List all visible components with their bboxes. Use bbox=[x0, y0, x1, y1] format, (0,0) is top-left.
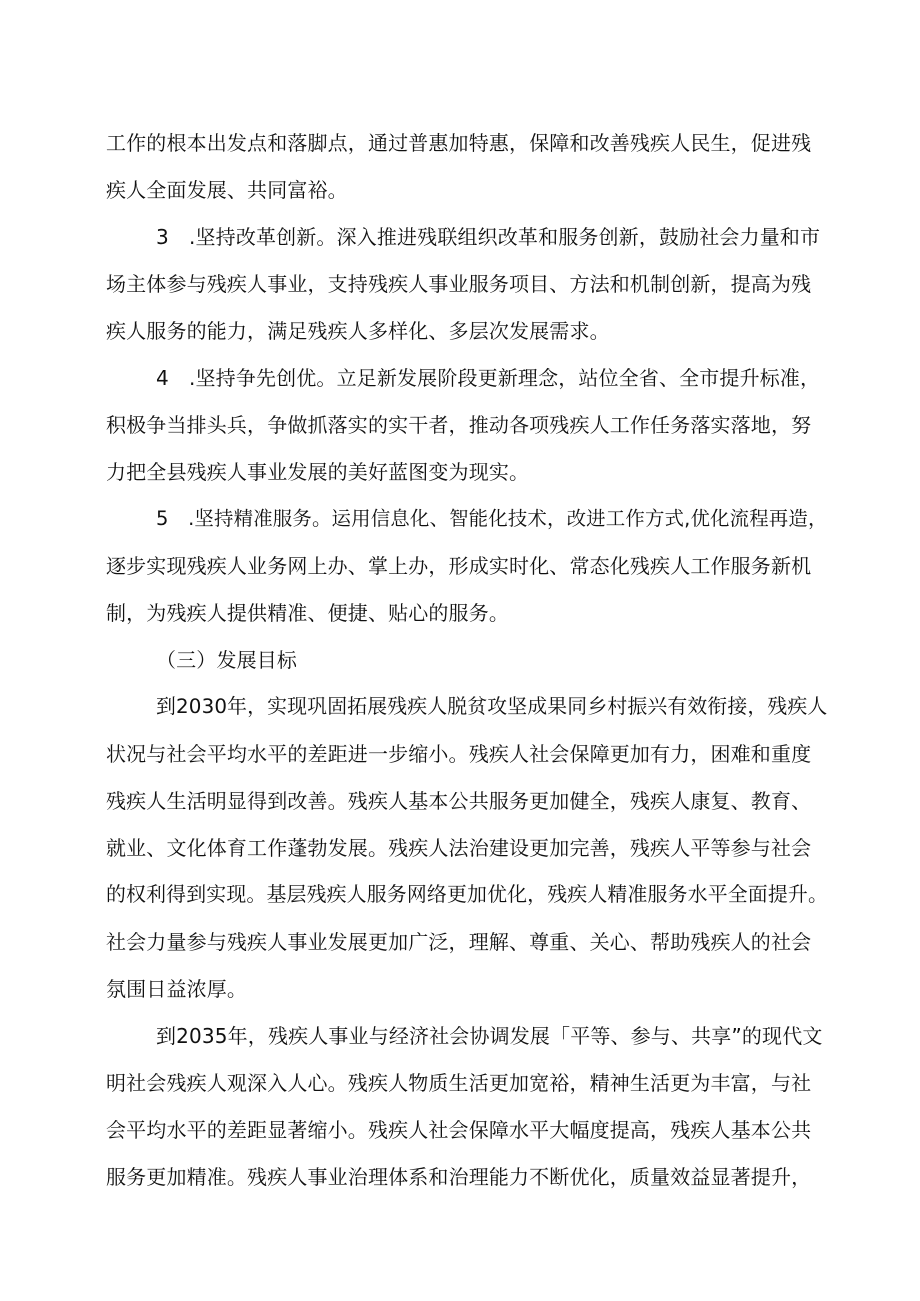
text-line: 5 .坚持精准服务。运用信息化、智能化技术，改进工作方式,优化流程再造， bbox=[156, 507, 828, 530]
text-line: 场主体参与残疾人事业，支持残疾人事业服务项目、方法和机制创新，提高为残 bbox=[106, 272, 812, 296]
text-line: 疾人服务的能力，满足残疾人多样化、多层次发展需求。 bbox=[106, 319, 610, 343]
text-line: 残疾人生活明显得到改善。残疾人基本公共服务更加健全，残疾人康复、教育、 bbox=[106, 789, 812, 813]
text-line: 会平均水平的差距显著缩小。残疾人社会保障水平大幅度提高，残疾人基本公共 bbox=[106, 1118, 812, 1142]
text-line: 明社会残疾人观深入人心。残疾人物质生活更加宽裕，精神生活更为丰富，与社 bbox=[106, 1071, 812, 1095]
text-line: 就业、文化体育工作蓬勃发展。残疾人法治建设更加完善，残疾人平等参与社会 bbox=[106, 836, 812, 860]
section-heading: （三）发展目标 bbox=[156, 648, 298, 672]
text-line: 4 .坚持争先创优。立足新发展阶段更新理念，站位全省、全市提升标准， bbox=[156, 366, 821, 390]
text-line: 力把全县残疾人事业发展的美好蓝图变为现实。 bbox=[106, 460, 530, 484]
text-line: 工作的根本出发点和落脚点，通过普惠加特惠，保障和改善残疾人民生，促进残 bbox=[106, 131, 812, 155]
text-line: 3 .坚持改革创新。深入推进残联组织改革和服务创新，鼓励社会力量和市 bbox=[156, 225, 821, 249]
text-line: 氛围日益浓厚。 bbox=[106, 977, 248, 1001]
text-line: 到2035年，残疾人事业与经济社会协调发展「平等、参与、共享”的现代文 bbox=[156, 1024, 823, 1048]
text-line: 的权利得到实现。基层残疾人服务网络更加优化，残疾人精准服务水平全面提升。 bbox=[106, 883, 829, 906]
text-line: 服务更加精准。残疾人事业治理体系和治理能力不断优化，质量效益显著提升， bbox=[106, 1165, 812, 1189]
text-line: 疾人全面发展、共同富裕。 bbox=[106, 178, 348, 202]
text-line: 逐步实现残疾人业务网上办、掌上办，形成实时化、常态化残疾人工作服务新机 bbox=[106, 554, 812, 578]
text-line: 社会力量参与残疾人事业发展更加广泛，理解、尊重、关心、帮助残疾人的社会 bbox=[106, 930, 812, 954]
text-line: 到2030年，实现巩固拓展残疾人脱贫攻坚成果同乡村振兴有效衔接，残疾人 bbox=[156, 695, 828, 718]
text-line: 积极争当排头兵，争做抓落实的实干者，推动各项残疾人工作任务落实落地，努 bbox=[106, 413, 812, 437]
text-line: 制，为残疾人提供精准、便捷、贴心的服务。 bbox=[106, 601, 509, 625]
text-line: 状况与社会平均水平的差距进一步缩小。残疾人社会保障更加有力，困难和重度 bbox=[106, 742, 812, 766]
